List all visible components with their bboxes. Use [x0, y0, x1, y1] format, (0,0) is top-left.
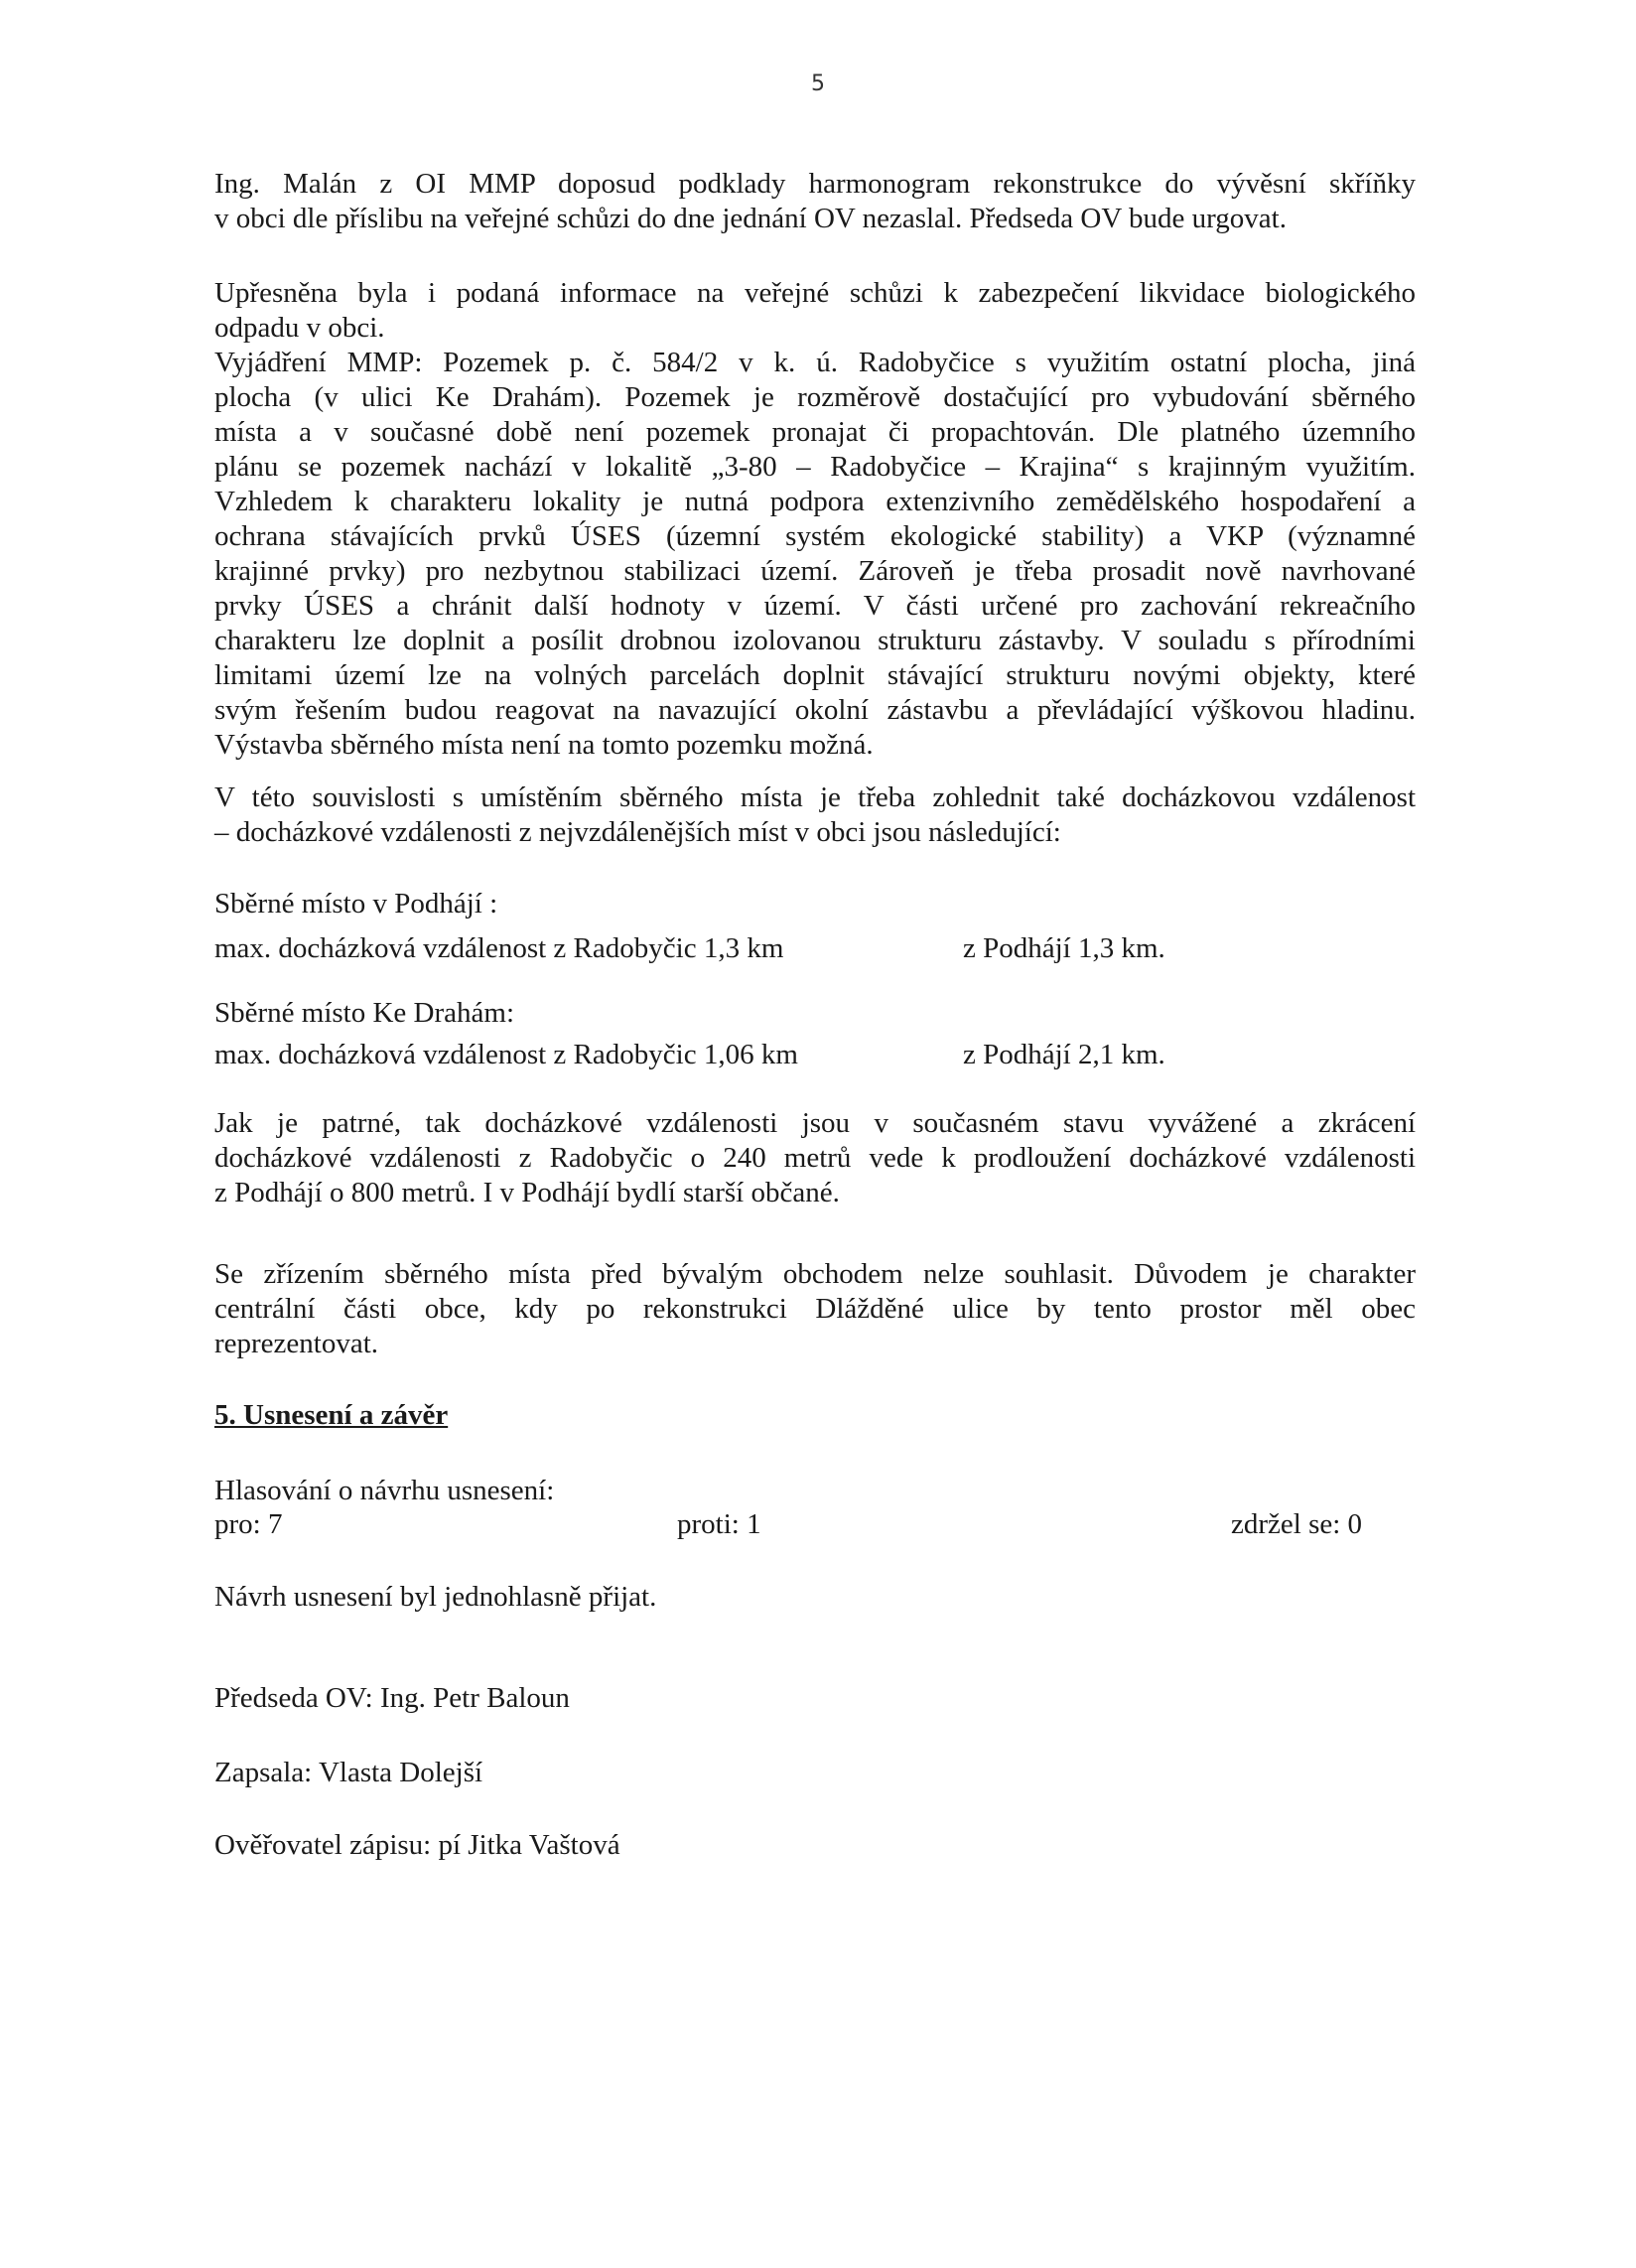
text-line: Vzhledem k charakteru lokality je nutná podpora extenzivního zemědělského hospodaření a [214, 486, 1416, 517]
text-line: z Podhájí o 800 metrů. I v Podhájí bydlí starší občané. [214, 1177, 840, 1208]
distance-from-podhaji: z Podhájí 2,1 km. [963, 1039, 1165, 1070]
text-line: Upřesněna byla i podaná informace na veřejné schůzi k zabezpečení likvidace biologického [214, 277, 1416, 309]
text-line: limitami území lze na volných parcelách doplnit stávající strukturu novými objekty, které [214, 659, 1416, 691]
distance-from-podhaji: z Podhájí 1,3 km. [963, 932, 1165, 964]
text-line: – docházkové vzdálenosti z nejvzdálenějších míst v obci jsou následující: [214, 816, 1061, 848]
text-line: ochrana stávajících prvků ÚSES (územní systém ekologické stability) a VKP (významné [214, 520, 1416, 552]
text-line: plánu se pozemek nachází v lokalitě „3-80 – Radobyčice – Krajina“ s krajinným využitím. [214, 451, 1416, 483]
text-line: Výstavba sběrného místa není na tomto pozemku možná. [214, 729, 874, 761]
text-line: charakteru lze doplnit a posílit drobnou izolovanou strukturu zástavby. V souladu s přírodními [214, 625, 1416, 656]
text-line: v obci dle příslibu na veřejné schůzi do dne jednání OV nezaslal. Předseda OV bude urgovat. [214, 203, 1287, 234]
paragraph-malan [214, 167, 1416, 236]
section-heading: 5. Usnesení a závěr [214, 1399, 449, 1431]
text-line: Se zřízením sběrného místa před bývalým obchodem nelze souhlasit. Důvodem je charakter [214, 1258, 1416, 1290]
text-line: krajinné prvky) pro nezbytnou stabilizaci území. Zároveň je třeba prosadit nově navrhované [214, 555, 1416, 587]
text-line: odpadu v obci. [214, 312, 385, 344]
vote-abstain: zdržel se: 0 [1231, 1508, 1363, 1540]
vote-proti: proti: 1 [677, 1508, 761, 1540]
text-line: Ing. Malán z OI MMP doposud podklady harmonogram rekonstrukce do vývěsní skříňky [214, 168, 1416, 200]
text-line: centrální části obce, kdy po rekonstrukci Dlážděné ulice by tento prostor měl obec [214, 1293, 1416, 1325]
text-line: prvky ÚSES a chránit další hodnoty v území. V části určené pro zachování rekreačního [214, 590, 1416, 622]
text-line: docházkové vzdálenosti z Radobyčic o 240 metrů vede k prodloužení docházkové vzdálenosti [214, 1142, 1416, 1174]
distance-from-radobycice: max. docházková vzdálenost z Radobyčic 1,06 km [214, 1039, 798, 1070]
vote-results [214, 1507, 1416, 1542]
text-line: svým řešením budou reagovat na navazující okolní zástavbu a převládající výškovou hladinu. [214, 694, 1416, 726]
site-ke-draham-title: Sběrné místo Ke Drahám: [214, 997, 515, 1029]
site-podhaji-distances [214, 931, 1416, 966]
text-line: místa a v současné době není pozemek pronajat či propachtován. Dle platného územního [214, 416, 1416, 448]
site-podhaji-title: Sběrné místo v Podhájí : [214, 888, 498, 920]
page-number: 5 [811, 71, 825, 96]
site-ke-draham-distances [214, 1038, 1416, 1072]
vote-title: Hlasování o návrhu usnesení: [214, 1475, 555, 1506]
paragraph-bio-waste [214, 276, 1416, 346]
paragraph-disagreement [214, 1257, 1416, 1361]
text-line: V této souvislosti s umístěním sběrného místa je třeba zohlednit také docházkovou vzdálenost [214, 781, 1416, 813]
resolution-result: Návrh usnesení byl jednohlasně přijat. [214, 1581, 657, 1613]
distance-from-radobycice: max. docházková vzdálenost z Radobyčic 1,3 km [214, 932, 784, 964]
verifier-signature: Ověřovatel zápisu: pí Jitka Vaštová [214, 1829, 620, 1861]
recorder-signature: Zapsala: Vlasta Dolejší [214, 1757, 483, 1788]
paragraph-comparison [214, 1106, 1416, 1210]
paragraph-walking-distance [214, 780, 1416, 850]
text-line: reprezentovat. [214, 1328, 379, 1359]
chair-signature: Předseda OV: Ing. Petr Baloun [214, 1682, 570, 1714]
vote-pro: pro: 7 [214, 1508, 283, 1540]
text-line: Jak je patrné, tak docházkové vzdálenosti jsou v současném stavu vyvážené a zkrácení [214, 1107, 1416, 1139]
text-line: Vyjádření MMP: Pozemek p. č. 584/2 v k. ú. Radobyčice s využitím ostatní plocha, jiná [214, 347, 1416, 378]
paragraph-mmp-statement [214, 346, 1416, 763]
text-line: plocha (v ulici Ke Drahám). Pozemek je rozměrově dostačující pro vybudování sběrného [214, 381, 1416, 413]
